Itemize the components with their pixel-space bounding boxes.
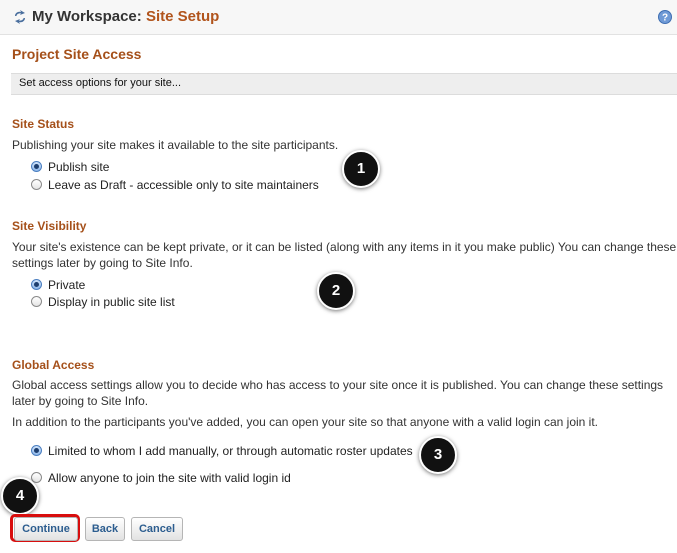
callout-badge-3: 3 [419, 436, 457, 474]
svg-text:?: ? [661, 12, 669, 24]
instruction-text: Set access options for your site... [19, 77, 182, 89]
radio-label: Limited to whom I add manually, or through automatic roster updates [48, 444, 413, 458]
global-access-description: Global access settings allow you to decide who has access to your site once it is published. You can change these settings later by going to Site Info. [12, 378, 664, 408]
radio-label: Leave as Draft - accessible only to site maintainers [48, 178, 319, 192]
global-access-heading: Global Access [12, 358, 95, 372]
radio-label: Private [48, 278, 86, 292]
global-access-description-2: In addition to the participants you've added, you can open your site so that anyone with a valid login can join it. [12, 415, 599, 429]
radio-label: Allow anyone to join the site with valid login id [48, 471, 291, 485]
radio-label: Publish site [48, 160, 110, 174]
callout-badge-4: 4 [1, 477, 39, 515]
help-icon[interactable] [658, 10, 672, 24]
cancel-button[interactable]: Cancel [131, 517, 183, 541]
reload-arrows-icon[interactable] [13, 10, 27, 24]
continue-button[interactable]: Continue [14, 517, 78, 541]
section-heading: Project Site Access [12, 46, 142, 62]
site-status-heading: Site Status [12, 117, 75, 131]
page-title [32, 8, 219, 25]
title-accent: Site Setup [145, 8, 220, 25]
radio-button[interactable] [31, 161, 42, 172]
back-button[interactable]: Back [85, 517, 125, 541]
radio-button[interactable] [31, 445, 42, 456]
callout-badge-2: 2 [317, 272, 355, 310]
callout-badge-1: 1 [342, 150, 380, 188]
radio-button[interactable] [31, 296, 42, 307]
site-visibility-description: Your site's existence can be kept private, or it can be listed (along with any items in it you make public) You can change these settings later by going to Site Info. [12, 240, 677, 270]
radio-button[interactable] [31, 279, 42, 290]
radio-label: Display in public site list [48, 295, 175, 309]
radio-button[interactable] [31, 179, 42, 190]
title-prefix: My Workspace: [32, 8, 142, 25]
site-visibility-heading: Site Visibility [12, 219, 87, 233]
site-status-description: Publishing your site makes it available to the site participants. [12, 138, 339, 152]
tool-title-bar [0, 0, 677, 35]
instruction-bar [11, 73, 677, 95]
